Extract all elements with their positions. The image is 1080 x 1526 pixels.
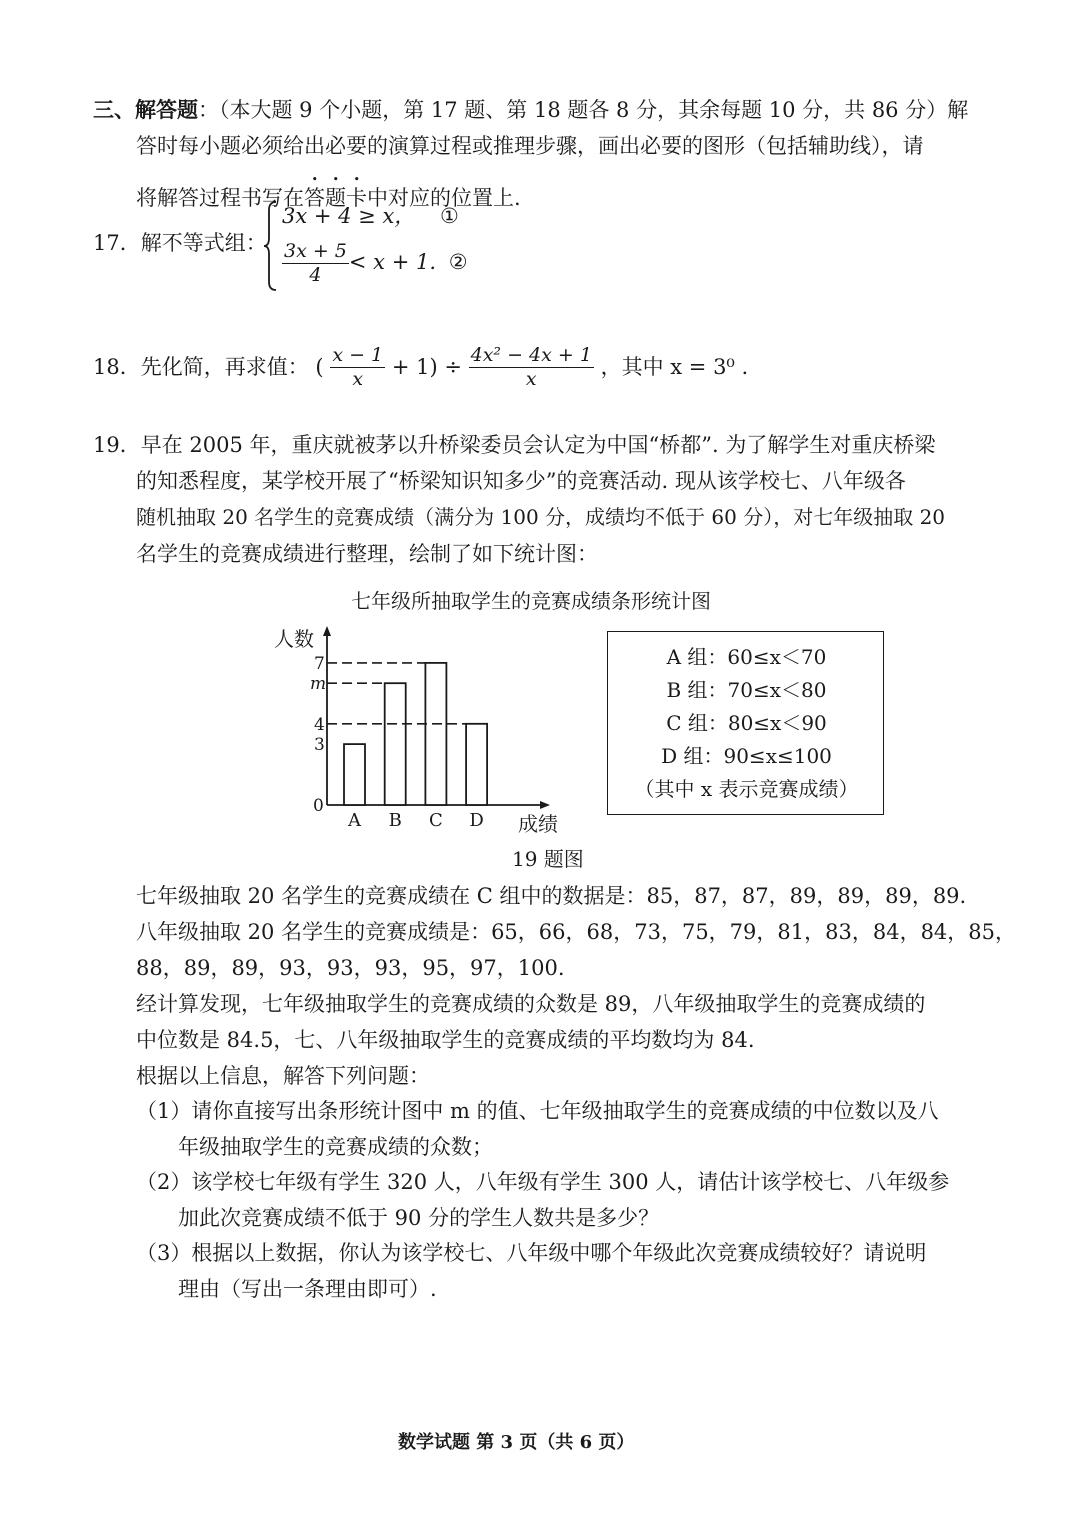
section-heading (93, 99, 968, 121)
section-heading-title: 三、解答题 (93, 97, 198, 122)
legend-group-c: C 组：80≤x＜90 (666, 711, 827, 735)
y-tick-label-m: m (310, 674, 327, 695)
bar-chart (260, 620, 560, 850)
q19-body-5: 中位数是 84.5，七、八年级抽取学生的竞赛成绩的平均数均为 84. (136, 1028, 755, 1052)
q19-sub2-line1: （2）该学校七年级有学生 320 人，八年级有学生 300 人，请估计该学校七、八年级参 (136, 1170, 950, 1194)
q17-inequality-1 (282, 206, 459, 227)
legend-group-a: A 组：60≤x＜70 (666, 645, 827, 669)
q19-sub2-line2: 加此次竞赛成绩不低于 90 分的学生人数共是多少？ (178, 1206, 660, 1230)
q17-label: 17．解不等式组： (93, 231, 267, 255)
section-heading-line2: 答时每小题必须给出必要的演算过程或推理步骤，画出必要的图形（包括辅助线），请 (136, 134, 924, 158)
q17-ineq1-text: 3x + 4 ≥ x， (282, 204, 416, 228)
q19-sub1-line2: 年级抽取学生的竞赛成绩的众数； (178, 1135, 493, 1159)
x-tick-label-B: B (388, 810, 402, 831)
q19-sub3-line2: 理由（写出一条理由即可）. (178, 1277, 437, 1301)
q18-frac1-numerator: x − 1 (332, 344, 384, 366)
legend-group-b: B 组：70≤x＜80 (666, 678, 827, 702)
legend-box (607, 631, 884, 815)
y-tick-label-4: 4 (314, 714, 325, 735)
x-tick-label-A: A (348, 810, 361, 831)
q18-frac2-denominator: x (525, 367, 537, 390)
line3-pre: 将解答过程书写在 (136, 186, 304, 210)
q18-frac2-numerator: 4x² − 4x + 1 (470, 344, 592, 366)
legend-note: （其中 x 表示竞赛成绩） (634, 777, 859, 801)
q19-line-4: 名学生的竞赛成绩进行整理，绘制了如下统计图： (136, 542, 598, 566)
chart-title: 七年级所抽取学生的竞赛成绩条形统计图 (351, 589, 711, 613)
page-footer: 数学试题 第 3 页（共 6 页） (398, 1432, 635, 1453)
q19-body-3: 88，89，89，93，93，93，95，97，100. (136, 956, 565, 980)
bar-B (385, 683, 406, 805)
q18-fraction-2 (469, 344, 594, 391)
q17-ineq1-mark: ① (440, 204, 459, 228)
y-tick-label-3: 3 (314, 735, 325, 756)
q17-ineq2-mark: ② (448, 249, 468, 274)
q18-line (93, 344, 748, 391)
y-axis-title: 人数 (274, 627, 314, 651)
bar-D (466, 724, 487, 805)
x-axis-arrow-icon (540, 801, 550, 809)
q18-fraction-1 (330, 344, 385, 391)
y-tick-label-0: 0 (313, 796, 324, 816)
q17-ineq2-numerator: 3x + 5 (284, 240, 347, 262)
q17-ineq2-denominator: 4 (309, 263, 322, 286)
left-brace-icon (262, 200, 280, 292)
line3-post: 中对应的位置上. (367, 186, 521, 210)
q17-ineq2-rest: < x + 1. (348, 249, 437, 274)
x-tick-label-C: C (429, 810, 443, 831)
section-heading-line1: ：（本大题 9 个小题，第 17 题、第 18 题各 8 分，其余每题 10 分，共 86 分）解 (198, 98, 969, 122)
q18-tail: ，其中 x = 3⁰ . (600, 354, 749, 379)
q18-paren: ( (315, 354, 324, 379)
q18-plus-one: + 1) ÷ (391, 354, 462, 379)
x-axis-title: 成绩 (518, 812, 558, 836)
legend-group-d: D 组：90≤x≤100 (661, 744, 832, 768)
y-axis-arrow-icon (323, 626, 331, 636)
q17-ineq2-fraction (282, 240, 349, 287)
x-tick-label-D: D (469, 810, 484, 831)
q19-body-4: 经计算发现，七年级抽取学生的竞赛成绩的众数是 89，八年级抽取学生的竞赛成绩的 (136, 992, 926, 1016)
q19-body-1: 七年级抽取 20 名学生的竞赛成绩在 C 组中的数据是：85，87，87，89，89，89，89. (136, 884, 967, 908)
q19-line-2: 的知悉程度，某学校开展了“桥梁知识知多少”的竞赛活动. 现从该学校七、八年级各 (136, 469, 906, 493)
bar-A (344, 744, 365, 805)
q19-body-6: 根据以上信息，解答下列问题： (136, 1064, 430, 1088)
y-tick-label-7: 7 (314, 653, 325, 674)
figure-caption: 19 题图 (512, 847, 584, 871)
line3-emphasis: 答题卡 (304, 186, 367, 210)
q19-sub1-line1: （1）请你直接写出条形统计图中 m 的值、七年级抽取学生的竞赛成绩的中位数以及八 (136, 1099, 939, 1123)
q19-sub3-line1: （3）根据以上数据，你认为该学校七、八年级中哪个年级此次竞赛成绩较好？请说明 (136, 1241, 927, 1265)
q17-inequality-2 (282, 240, 468, 287)
q17-inequality-system (262, 200, 468, 292)
q19-line-1: 19．早在 2005 年，重庆就被茅以升桥梁委员会认定为中国“桥都”. 为了解学生对重庆桥梁 (93, 433, 936, 457)
bar-C (425, 663, 446, 805)
q19-body-2: 八年级抽取 20 名学生的竞赛成绩是：65，66，68，73，75，79，81，83，84，84，85， (136, 920, 1017, 944)
q19-line-3: 随机抽取 20 名学生的竞赛成绩（满分为 100 分，成绩均不低于 60 分），对七年级抽取 20 (136, 505, 946, 529)
q18-frac1-denominator: x (352, 367, 364, 390)
q18-label: 18．先化简，再求值： (93, 354, 309, 379)
